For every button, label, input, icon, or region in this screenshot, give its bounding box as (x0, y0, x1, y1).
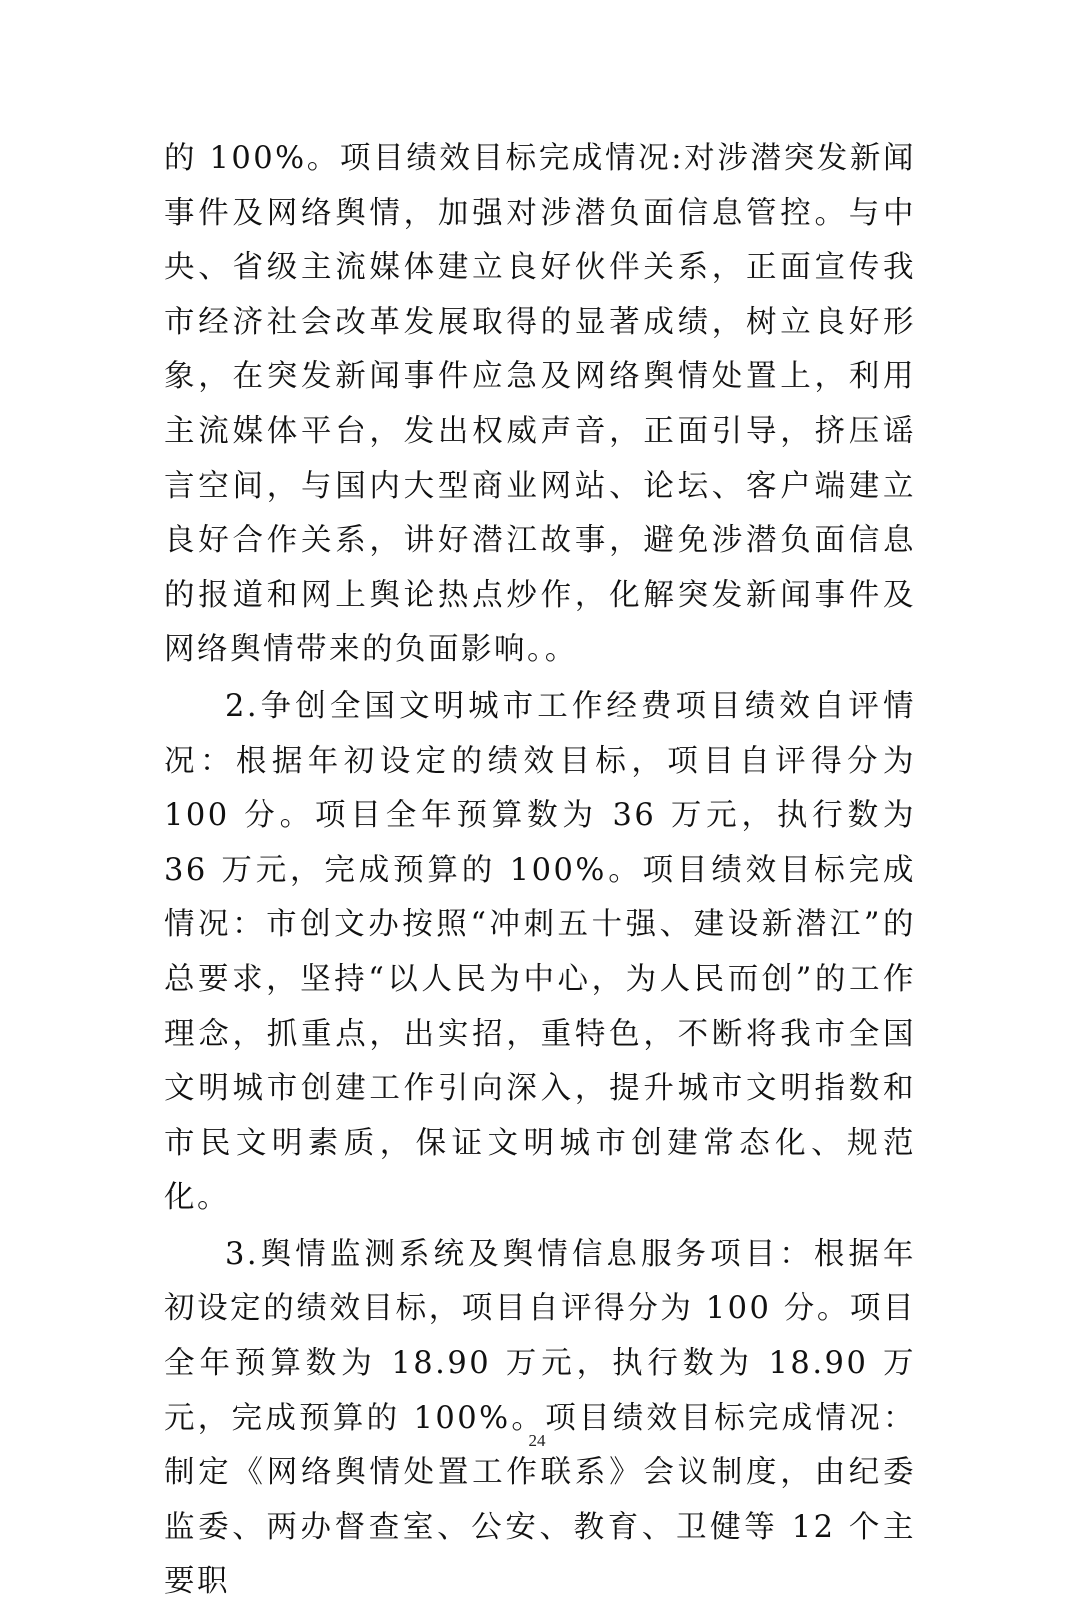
paragraph-item-3: 3.舆情监测系统及舆情信息服务项目：根据年初设定的绩效目标，项目自评得分为 100 分。项目全年预算数为 18.90 万元，执行数为 18.90 万元，完成预算的 100%。项目绩效目标完成情况：制定《网络舆情处置工作联系》会议制度，由纪委监委、两办督查室、公安、教育、卫健等 12 个主要职 (164, 1236, 916, 1600)
paragraph-continuation: 的 100%。项目绩效目标完成情况:对涉潜突发新闻事件及网络舆情，加强对涉潜负面信息管控。与中央、省级主流媒体建立良好伙伴关系，正面宣传我市经济社会改革发展取得的显著成绩，树立良好形象，在突发新闻事件应急及网络舆情处置上，利用主流媒体平台，发出权威声音，正面引导，挤压谣言空间，与国内大型商业网站、论坛、客户端建立良好合作关系，讲好潜江故事，避免涉潜负面信息的报道和网上舆论热点炒作，化解突发新闻事件及网络舆情带来的负面影响。。 (164, 141, 916, 668)
body-text (164, 132, 916, 1610)
paragraph-item-2: 2.争创全国文明城市工作经费项目绩效自评情况：根据年初设定的绩效目标，项目自评得分为 100 分。项目全年预算数为 36 万元，执行数为 36 万元，完成预算的 100%。项目绩效目标完成情况：市创文办按照“冲刺五十强、建设新潜江”的总要求，坚持“以人民为中心，为人民而创”的工作理念，抓重点，出实招，重特色，不断将我市全国文明城市创建工作引向深入，提升城市文明指数和市民文明素质，保证文明城市创建常态化、规范化。 (164, 688, 916, 1216)
page-number: 24 (528, 1431, 546, 1450)
